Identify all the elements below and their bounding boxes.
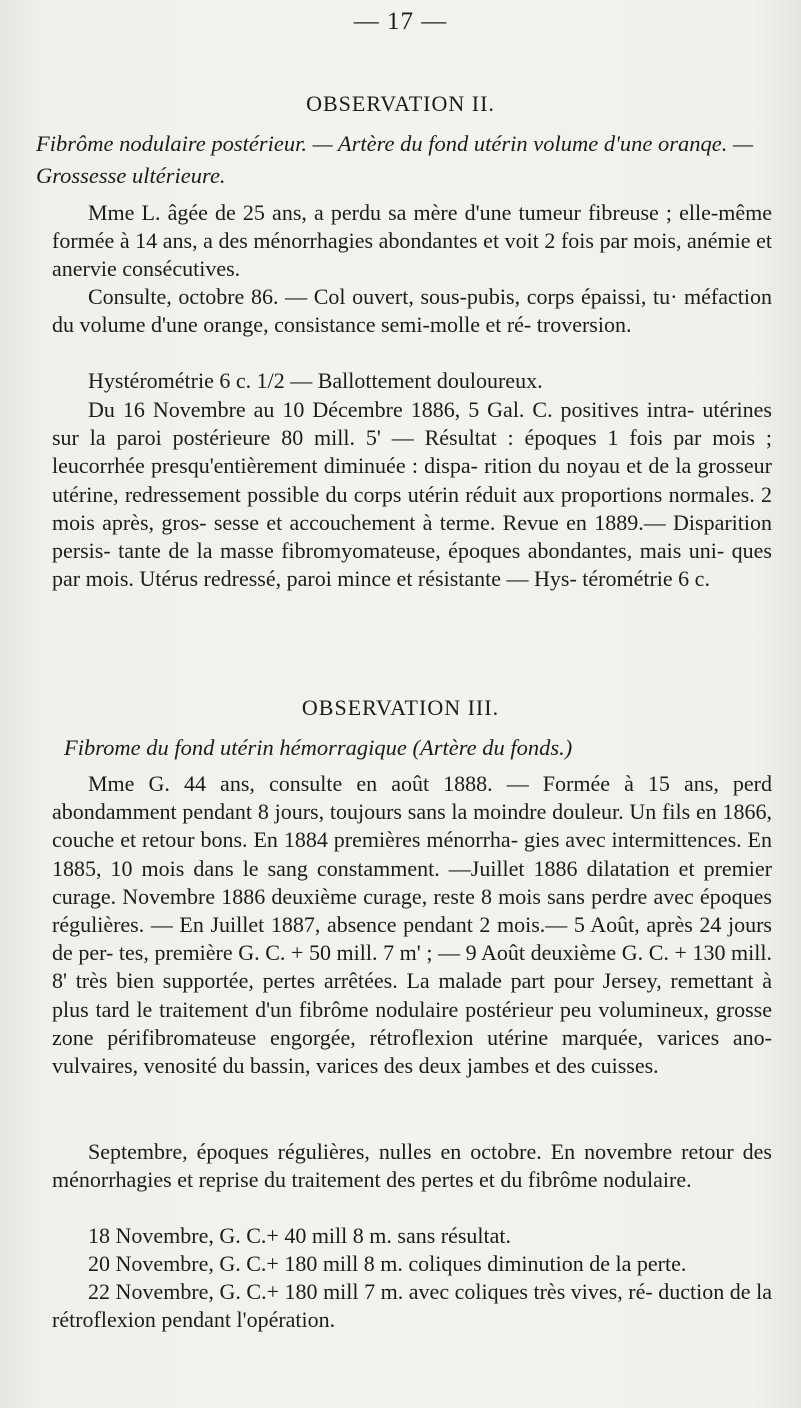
page-number: — 17 — xyxy=(353,8,448,35)
observation-3-paragraph-2: Septembre, époques régulières, nulles en octobre. En novembre retour des ménorrhagies et reprise du traitement des pertes et du fibrôme nodulaire. xyxy=(52,1139,772,1193)
observation-3-title: OBSERVATION III. xyxy=(301,695,500,720)
observation-2-paragraph-4: Du 16 Novembre au 10 Décembre 1886, 5 Gal. C. positives intra- utérines sur la paroi postérieure 80 mill. 5' — Résultat : époques 1 fois par mois ; leucorrhée presqu'entièrement diminuée : dispa- rition du noyau et de la grosseur utérine, redressement possible du corps utérin réduit aux proportions normales. 2 mois après, gros- sesse et accouchement à terme. Revue en 1889.— Disparition persis- tante de la masse fibromyomateuse, époques abondantes, mais uni- ques par mois. Utérus redressé, paroi mince et résistante — Hys- térométrie 6 c. xyxy=(52,397,772,592)
observation-3-paragraph-5: 22 Novembre, G. C.+ 180 mill 7 m. avec coliques très vives, ré- duction de la rétroflexion pendant l'opération. xyxy=(52,1279,772,1333)
observation-2-paragraph-1: Mme L. âgée de 25 ans, a perdu sa mère d'une tumeur fibreuse ; elle-même formée à 14 ans, a des ménorrhagies abondantes et voit 2 fois par mois, anémie et anervie consécutives. xyxy=(52,200,772,282)
observation-3-paragraph-3: 18 Novembre, G. C.+ 40 mill 8 m. sans résultat. xyxy=(88,1223,512,1248)
observation-2-paragraph-3: Hystérométrie 6 c. 1/2 — Ballottement douloureux. xyxy=(88,368,543,393)
observation-2-paragraph-2: Consulte, octobre 86. — Col ouvert, sous-pubis, corps épaissi, tu· méfaction du volume d'une orange, consistance semi-molle et ré- troversion. xyxy=(52,284,772,338)
observation-2-title: OBSERVATION II. xyxy=(306,91,495,116)
observation-3-paragraph-4: 20 Novembre, G. C.+ 180 mill 8 m. coliques diminution de la perte. xyxy=(88,1251,687,1276)
observation-3-paragraph-1: Mme G. 44 ans, consulte en août 1888. — Formée à 15 ans, perd abondamment pendant 8 jours, toujours sans la moindre douleur. Un fils en 1866, couche et retour bons. En 1884 premières ménorrha- gies avec intermittences. En 1885, 10 mois dans le sang constamment. —Juillet 1886 dilatation et premier curage. Novembre 1886 deuxième curage, reste 8 mois sans perdre avec époques régulières. — En Juillet 1887, absence pendant 2 mois.— 5 Août, après 24 jours de per- tes, première G. C. + 50 mill. 7 m' ; — 9 Août deuxième G. C. + 130 mill. 8' très bien supportée, pertes arrêtées. La malade part pour Jersey, remettant à plus tard le traitement d'un fibrôme nodulaire postérieur peu volumineux, grosse zone périfibromateuse engorgée, rétroflexion utérine marquée, varices ano-vulvaires, venosité du bassin, varices des deux jambes et des cuisses. xyxy=(52,771,772,1079)
observation-2-subtitle: Fibrôme nodulaire postérieur. — Artère du fond utérin volume d'une oranqe. — Grossesse ultérieure. xyxy=(36,131,754,188)
observation-3-subtitle: Fibrome du fond utérin hémorragique (Artère du fonds.) xyxy=(64,735,573,760)
